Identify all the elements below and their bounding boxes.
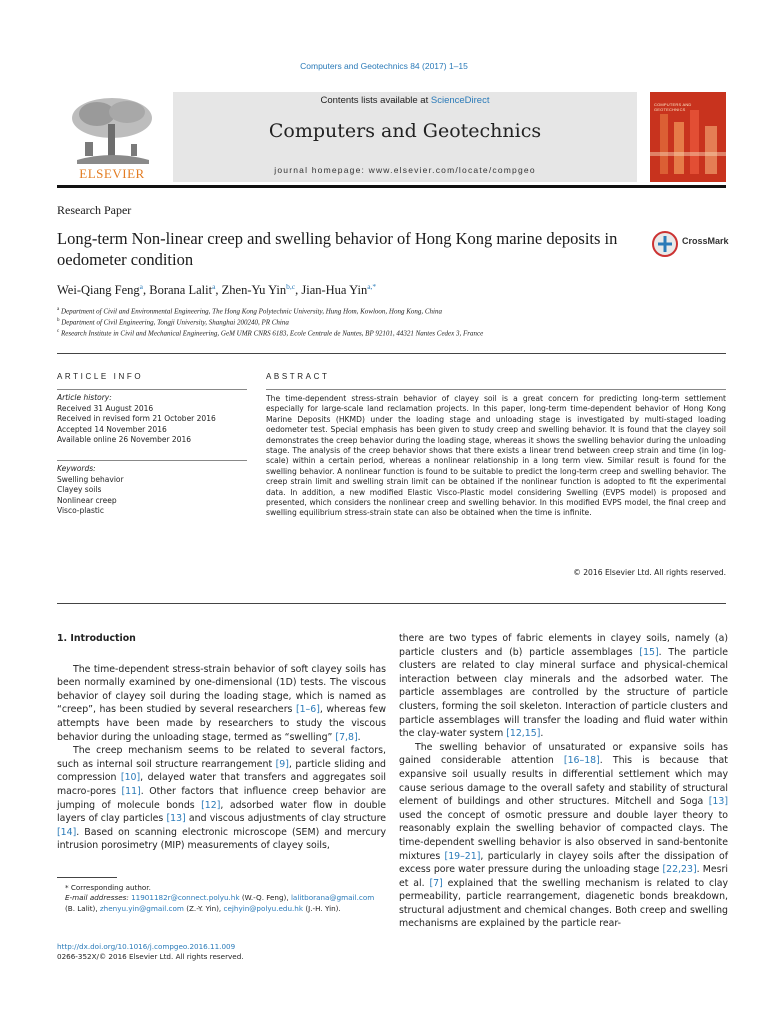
author-name: Jian-Hua Yin (301, 283, 368, 298)
reference-link[interactable]: [10] (120, 772, 141, 784)
abstract-copyright: © 2016 Elsevier Ltd. All rights reserved. (573, 568, 726, 577)
cover-title: COMPUTERS AND GEOTECHNICS (654, 102, 692, 112)
keywords-rule (57, 460, 247, 461)
paragraph (399, 632, 728, 741)
reference-link[interactable]: [7,8] (335, 731, 358, 743)
email-link[interactable]: 11901182r@connect.polyu.hk (131, 893, 240, 903)
email-link[interactable]: cejhyin@polyu.edu.hk (223, 903, 304, 913)
keywords-label: Keywords: (57, 464, 96, 473)
reference-link[interactable]: [16–18] (563, 755, 600, 767)
history-item: Received in revised form 21 October 2016 (57, 414, 216, 423)
reference-link[interactable]: [9] (275, 758, 289, 770)
journal-homepage[interactable]: journal homepage: www.elsevier.com/locate/compgeo (274, 165, 536, 175)
footnote (57, 883, 386, 914)
paragraph-text: . This is because that expansive soil usually results in differential settlement which may cause serious damage to the overall safety and stability of structural element of buildings and other structures. Mitchell and Soga (399, 755, 728, 808)
abstract-text: The time-dependent stress-strain behavior of clayey soil is a great concern for predicting long-term settlement especially for large-scale land reclamation projects. In this paper, long-term time-dependent behavior of Hong Kong Marine Deposits (HKMD) under the loading stage and unloading stage is investigated by multi-staged loading oedometer test. Special emphasis has been given to study creep and swelling behavior. It is found that the clayey soil demonstrates the creep behavior during the loading stage, whereas it shows the swelling behavior during the unloading stage. The analysis of the creep behavior shows that there exists a linear trend between creep strain and time (in log-scale) within a certain period, whereas a nonlinear relationship in a long term view. Similar result is found for the swelling behavior. A nonlinear function is found to be suitable to predict the long-term creep and swelling behavior. The creep strain limit and swelling strain limit can be obtained if the nonlinear function is adopted to fit the experimental data. In addition, a new modified Elastic Visco-Plastic model considering Swelling (EVPS model) is proposed and presented, which considers the nonlinear creep and swelling behavior. In this modified EVPS model, the final creep and swelling equilibrium stress-strain state can also be obtained when the time is infinite. (266, 394, 726, 518)
affiliation-b: $^b$ Department of Civil Engineering, Tongji University, Shanghai 200240, PR China (57, 318, 289, 327)
history-item: Accepted 14 November 2016 (57, 424, 167, 434)
paragraph-text: , whereas few attempts have been made by researchers to study the viscous behavior during the unloading stage, termed as “swelling” (57, 704, 386, 743)
article-title: Long-term Non-linear creep and swelling behavior of Hong Kong marine deposits in oedometer condition (57, 229, 618, 269)
author-name: Wei-Qiang Feng (57, 283, 140, 298)
paragraph-text: . Mesri et al. (399, 864, 728, 889)
author-list (57, 282, 376, 298)
paragraph-text: The swelling behavior of unsaturated or expansive soils has gained considerable attention (399, 741, 728, 767)
body-column-right (399, 632, 728, 931)
article-info-rule (57, 389, 247, 390)
paragraph-text: . The particle clusters are related to clay mineral surface and physical-chemical interaction between clay minerals and the adsorbed water. The particle assemblages are controlled by the structure of particle clusters, forming the soil skeleton. Interaction of particle clusters and particle assemblages will transfer the loading and fluid water within the clay-water system (399, 646, 728, 740)
paragraph-text: and viscous adjustments of clay structure (185, 813, 387, 825)
sciencedirect-link[interactable]: ScienceDirect (430, 95, 490, 106)
reference-link[interactable]: [19–21] (444, 850, 481, 862)
journal-citation[interactable]: Computers and Geotechnics 84 (2017) 1–15 (300, 61, 468, 71)
history-item: Received 31 August 2016 (57, 403, 154, 413)
article-type: Research Paper (57, 203, 132, 217)
paragraph (57, 663, 386, 745)
affiliation-a: $^a$ Department of Civil and Environmental Engineering, The Hong Kong Polytechnic University, Hung Hom, Kowloon, Hong Kong, China (57, 307, 442, 316)
reference-link[interactable]: [12] (201, 799, 221, 811)
reference-link[interactable]: [1–6] (295, 704, 320, 716)
reference-link[interactable]: [12,15] (506, 728, 541, 740)
author-separator: , (143, 283, 150, 298)
email-owner: (W.-Q. Feng), (239, 893, 291, 903)
paragraph-text: , adsorbed water flow in double layers of clay particles (57, 799, 386, 825)
paragraph (57, 744, 386, 853)
keywords (57, 464, 247, 517)
author-affiliation-marker[interactable]: a (212, 282, 216, 291)
elsevier-wordmark: ELSEVIER (79, 166, 145, 181)
article-info-heading: ARTICLE INFO (57, 372, 144, 381)
paragraph-text: . Other factors that influence creep behavior are jumping of molecule bonds (57, 785, 386, 811)
paragraph-text: used the concept of osmotic pressure and double layer theory to reasonably explain the swelling behavior of compacted clays. The time-dependent swelling behavior is also observed in sand-bentonite mixtures (399, 809, 728, 862)
email-label: E-mail addresses: (65, 893, 132, 903)
journal-cover-thumbnail[interactable] (650, 92, 726, 182)
crossmark-button[interactable] (652, 231, 732, 255)
author-affiliation-marker[interactable]: a (139, 282, 143, 291)
history-label: Article history: (57, 393, 112, 402)
crossmark-label: CrossMark (682, 236, 729, 246)
email-owner: (J.-H. Yin). (303, 903, 341, 913)
corresponding-author-note: * Corresponding author. (65, 883, 151, 892)
email-owner: (Z.-Y. Yin), (183, 903, 224, 913)
masthead-rule (57, 185, 726, 188)
body-column-left (57, 632, 386, 853)
paragraph-text: , delayed water that transfers and aggregates soil macro-pores (57, 772, 387, 797)
affiliation-c: $^c$ Research Institute in Civil and Mechanical Engineering, GeM UMR CNRS 6183, Ecole Centrale de Nantes, BP 92101, 44321 Nantes Cedex 3, France (57, 329, 484, 338)
paragraph-text: . (357, 731, 361, 743)
abstract-heading: ABSTRACT (266, 372, 330, 381)
abstract-bottom-rule (57, 603, 726, 604)
reference-link[interactable]: [7] (429, 877, 443, 889)
abstract-rule (266, 389, 726, 390)
paragraph-text: . (540, 728, 544, 740)
reference-link[interactable]: [22,23] (662, 864, 697, 876)
reference-link[interactable]: [15] (639, 646, 659, 658)
section-heading-introduction: 1. Introduction (57, 633, 136, 644)
author-name: Borana Lalit (149, 283, 213, 298)
paragraph-text: The creep mechanism seems to be related to several factors, such as internal soil structure rearrangement (57, 745, 386, 770)
paragraph-text: , particularly in clayey soils after the dissipation of excess pore water pressure during the unloading stage (399, 850, 729, 876)
paragraph-text: explained that the swelling mechanism is related to clay permeability, particle rearrangement, diagenetic bonds breakdown, structural adjustment and chemical changes. Both creep and swelling mechanisms are explained by the particle rear- (399, 877, 729, 930)
paragraph-text: . Based on scanning electronic microscope (SEM) and mercury intrusion porosimetry (MIP) measurements of clayey soils, (57, 826, 386, 852)
journal-masthead (57, 92, 726, 186)
reference-link[interactable]: [11] (121, 785, 141, 797)
footnote-rule (57, 877, 117, 878)
email-owner: (B. Lalit), (65, 903, 100, 913)
doi-link[interactable]: http://dx.doi.org/10.1016/j.compgeo.2016.11.009 (57, 942, 236, 951)
author-separator: , (215, 283, 222, 298)
issn-line: 0266-352X/© 2016 Elsevier Ltd. All rights reserved. (57, 952, 244, 962)
reference-link[interactable]: [14] (57, 826, 77, 838)
paragraph (399, 741, 728, 931)
paragraph-text: there are two types of fabric elements in clayey soils, namely (a) particle clusters and (b) particle assemblages (399, 633, 728, 658)
author-affiliation-marker[interactable]: b,c (286, 282, 296, 291)
author-separator: , (295, 283, 302, 298)
reference-link[interactable]: [13] (708, 796, 728, 808)
keyword-item: Clayey soils (57, 485, 102, 494)
paragraph-text: , particle sliding and compression (57, 758, 386, 784)
email-addresses (57, 893, 386, 914)
paragraph-text: The time-dependent stress-strain behavior of soft clayey soils has been normally examined by one-dimensional (1D) tests. The viscous behavior of clayey soil during the loading stage, which is named as “creep”, has been studied by several researchers (57, 663, 386, 716)
keyword-item: Swelling behavior (57, 474, 124, 484)
article-identifiers (57, 942, 244, 963)
keyword-item: Nonlinear creep (57, 495, 117, 505)
author-affiliation-marker[interactable]: a,* (367, 282, 377, 291)
keyword-item: Visco-plastic (57, 506, 105, 515)
affiliations-rule (57, 353, 726, 354)
author-name: Zhen-Yu Yin (221, 283, 287, 298)
crossmark-icon (652, 231, 678, 257)
email-link[interactable]: zhenyu.yin@gmail.com (99, 903, 184, 913)
article-history (57, 393, 247, 446)
journal-name: Computers and Geotechnics (268, 120, 542, 142)
contents-line (173, 95, 637, 106)
email-link[interactable]: lalitborana@gmail.com (290, 893, 375, 903)
contents-prefix: Contents lists available at (320, 95, 431, 106)
history-item: Available online 26 November 2016 (57, 435, 192, 444)
reference-link[interactable]: [13] (166, 813, 186, 825)
